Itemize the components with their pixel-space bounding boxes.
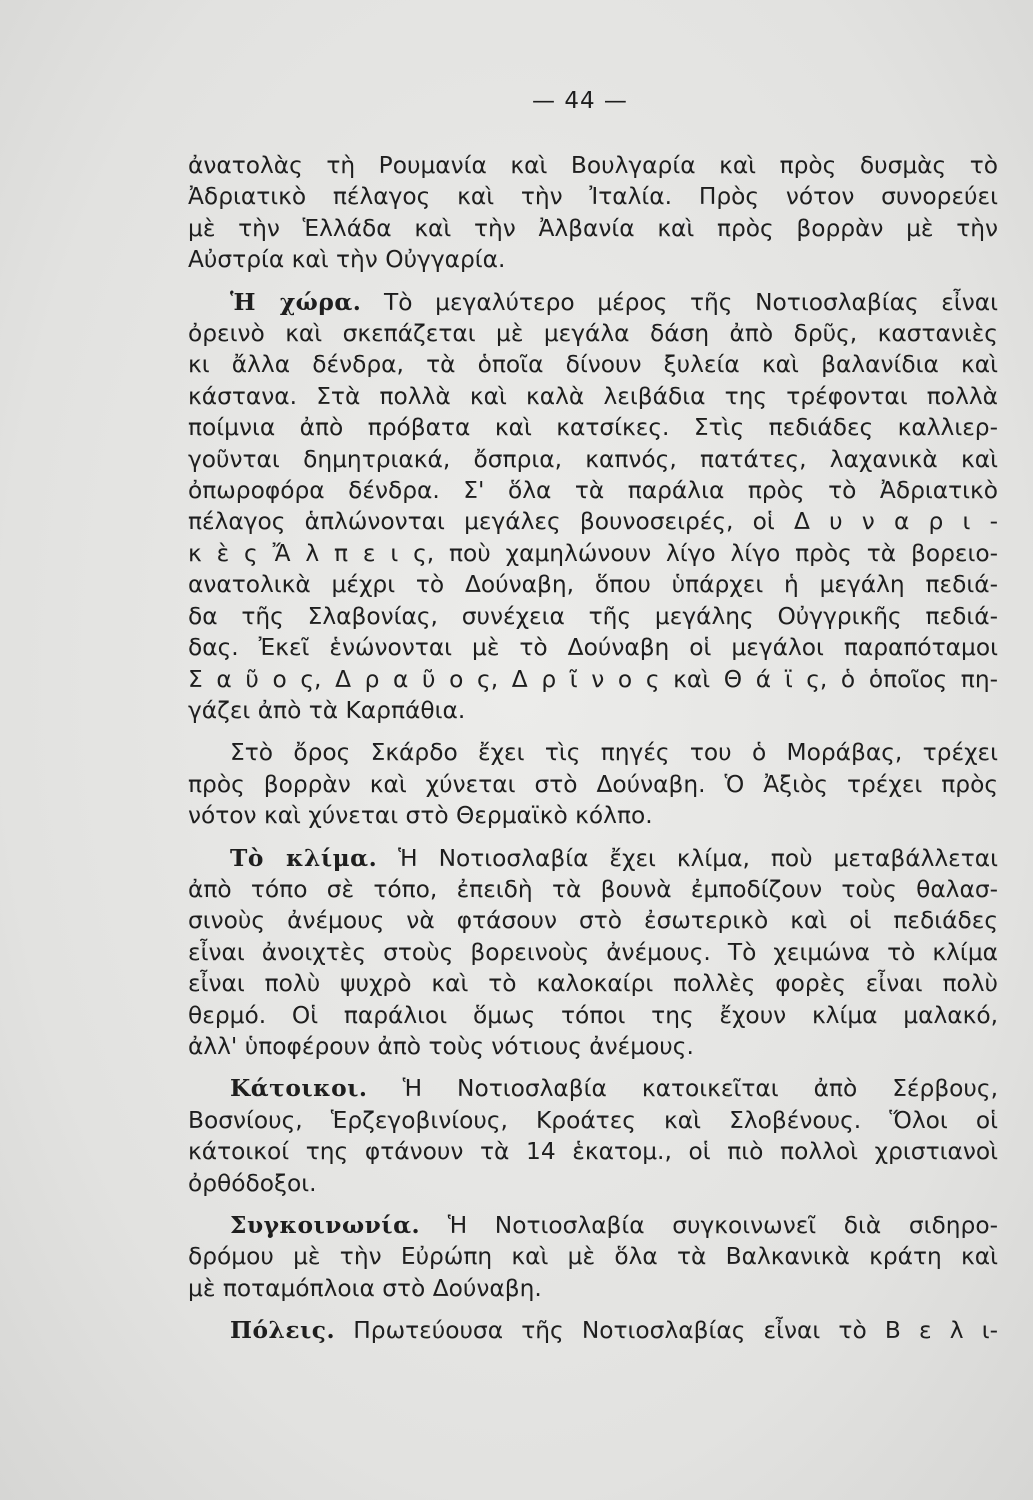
text-line: Πόλεις. Πρωτεύουσα τῆς Νοτιοσλαβίας εἶναι τὸ Β ε λ ι- [230,1317,999,1345]
text-line: ὀπωροφόρα δένδρα. Σ' ὅλα τὰ παράλια πρὸς τὸ Ἀδριατικὸ [188,477,998,505]
text-line: σινοὺς ἀνέμους νὰ φτάσουν στὸ ἐσωτερικὸ καὶ οἱ πεδιάδες [188,907,998,935]
text-line: νότον καὶ χύνεται στὸ Θερμαϊκὸ κόλπο. [188,802,653,830]
section-heading-cities: Πόλεις. [230,1317,336,1345]
text-line: ὀρεινὸ καὶ σκεπάζεται μὲ μεγάλα δάση ἀπὸ δρῦς, καστανιὲς [188,320,998,348]
body-text [188,150,998,1358]
text-line: γάζει ἀπὸ τὰ Καρπάθια. [188,696,466,724]
text-line: Συγκοινωνία. Ἡ Νοτιοσλαβία συγκοινωνεῖ διὰ σιδηρο- [230,1212,998,1239]
text-line: Κάτοικοι. Ἡ Νοτιοσλαβία κατοικεῖται ἀπὸ Σέρβους, [230,1075,998,1103]
text-line: ἀλλ' ὑποφέρουν ἀπὸ τοὺς νότιους ἀνέμους. [188,1032,694,1060]
page-number: — 44 — [532,88,628,114]
paragraph-inhabitants [188,1073,998,1199]
text-line: Ἀδριατικὸ πέλαγος καὶ τὴν Ἰταλία. Πρὸς νότον συνορεύει [188,183,998,211]
text-line: ἀνατολὰς τὴ Ρουμανία καὶ Βουλγαρία καὶ πρὸς δυσμὰς τὸ [188,152,998,179]
text-line: εἶναι πολὺ ψυχρὸ καὶ τὸ καλοκαίρι πολλὲς φορὲς εἶναι πολὺ [188,970,998,998]
text-line: Σ α ῦ ο ς, Δ ρ α ῦ ο ς, Δ ρ ῖ ν ο ς καὶ Θ ά ϊ ς, ὁ ὁποῖος πη- [188,665,998,693]
text-line: ανατολικὰ μέχρι τὸ Δούναβη, ὅπου ὑπάρχει ἡ μεγάλη πεδιά- [188,571,998,599]
text-line: δα τῆς Σλαβονίας, συνέχεια τῆς μεγάλης Οὐγγρικῆς πεδιά- [188,602,998,630]
text-line: κάτοικοί της φτάνουν τὰ 14 ἑκατομ., οἱ πιὸ πολλοὶ χριστιανοὶ [188,1138,998,1166]
section-heading-communication: Συγκοινωνία. [230,1212,421,1239]
text-line: δρόμου μὲ τὴν Εὐρώπη καὶ μὲ ὅλα τὰ Βαλκανικὰ κράτη καὶ [188,1243,998,1271]
text-line: ἀπὸ τόπο σὲ τόπο, ἐπειδὴ τὰ βουνὰ ἐμποδίζουν τοὺς θαλασ- [188,875,998,903]
text-line: θερμό. Οἱ παράλιοι ὅμως τόποι της ἔχουν κλίμα μαλακό, [188,1001,998,1029]
text-line: εἶναι ἀνοιχτὲς στοὺς βορεινοὺς ἀνέμους. Τὸ χειμώνα τὸ κλίμα [188,938,998,966]
text-line: Τὸ κλίμα. Ἡ Νοτιοσλαβία ἔχει κλίμα, ποὺ μεταβάλλεται [230,844,999,872]
text-line: πέλαγος ἁπλώνονται μεγάλες βουνοσειρές, οἱ Δ υ ν α ρ ι - [188,508,998,536]
text-line: κ ὲ ς Ἄ λ π ε ι ς, ποὺ χαμηλώνουν λίγο λίγο πρὸς τὰ βορειο- [188,539,998,567]
text-line: κάστανα. Στὰ πολλὰ καὶ καλὰ λειβάδια της τρέφονται πολλὰ [188,382,998,410]
text-line: Ἡ χώρα. Τὸ μεγαλύτερο μέρος τῆς Νοτιοσλαβίας εἶναι [230,288,999,316]
text-line: Αὐστρία καὶ τὴν Οὐγγαρία. [188,246,506,274]
paragraph-the-land [188,287,998,727]
text-line: κι ἄλλα δένδρα, τὰ ὁποῖα δίνουν ξυλεία καὶ βαλανίδια καὶ [188,351,998,379]
text-line: δας. Ἐκεῖ ἑνώνονται μὲ τὸ Δούναβη οἱ μεγάλοι παραπόταμοι [188,634,998,662]
text-line: ποίμνια ἀπὸ πρόβατα καὶ κατσίκες. Στὶς πεδιάδες καλλιερ- [188,414,998,442]
section-heading-climate: Τὸ κλίμα. [230,844,378,872]
text-line: Βοσνίους, Ἑρζεγοβινίους, Κροάτες καὶ Σλοβένους. Ὅλοι οἱ [188,1106,998,1134]
paragraph-communication [188,1210,998,1304]
section-heading-inhabitants: Κάτοικοι. [230,1075,368,1103]
text-line: μὲ ποταμόπλοια στὸ Δούναβη. [188,1274,542,1302]
text-line: μὲ τὴν Ἑλλάδα καὶ τὴν Ἀλβανία καὶ πρὸς βορρὰν μὲ τὴν [188,214,998,242]
section-heading-the-land: Ἡ χώρα. [230,288,362,316]
paragraph-climate [188,843,998,1063]
text-line: πρὸς βορρὰν καὶ χύνεται στὸ Δούναβη. Ὁ Ἀξιὸς τρέχει πρὸς [188,770,998,798]
text-line: Στὸ ὄρος Σκάρδο ἔχει τὶς πηγές του ὁ Μοράβας, τρέχει [230,739,998,767]
paragraph-rivers [188,737,998,831]
text-line: γοῦνται δημητριακά, ὄσπρια, καπνός, πατάτες, λαχανικὰ καὶ [188,445,998,473]
text-line: ὀρθόδοξοι. [188,1169,317,1197]
paragraph-cities [188,1315,998,1346]
paragraph-borders [188,150,998,276]
